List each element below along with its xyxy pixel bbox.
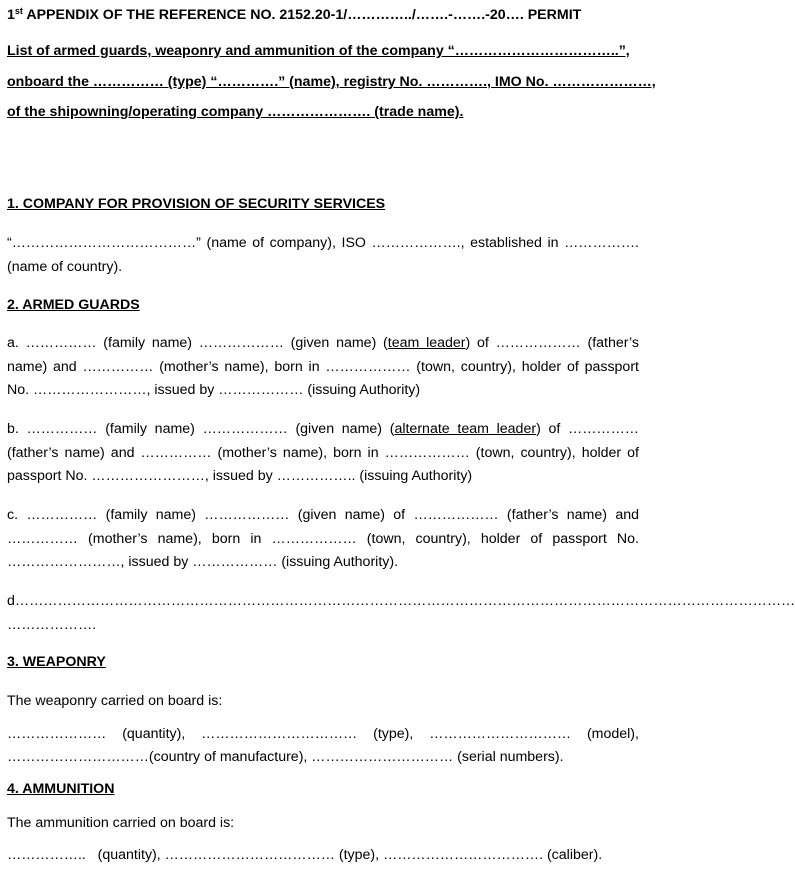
guard-a-text-post: ) of ……………… (father’s name) and …………… (mother’s name), born in ……………… (town, country), holder of passport No. ……………………, issued by ……………… (issuing Authority) [7,335,640,398]
weaponry-quantity-blank: ………………… [7,726,107,742]
section-3-heading: 3. WEAPONRY [7,654,106,670]
weaponry-line-2: …………………………(country of manufacture), ………………………… (serial numbers). [7,749,564,765]
section-2-heading: 2. ARMED GUARDS [7,297,140,313]
weaponry-line-1 [7,723,639,746]
title-ordinal-suffix: st [14,6,23,16]
guard-b-role: alternate team leader [394,421,537,437]
title-text: APPENDIX OF THE REFERENCE NO. 2152.20-1/…………../…….-…….-20…. PERMIT [22,7,582,23]
section-1-heading: 1. COMPANY FOR PROVISION OF SECURITY SERVICES [7,196,386,212]
weaponry-model-label: (model), [586,726,639,742]
guard-d-line-2: ………………. [7,617,97,633]
guard-b-text-pre: b. …………… (family name) ……………… (given name) ( [7,421,395,437]
weaponry-type-blank: …………………………… [201,726,358,742]
guard-b-text-post: ) of …………… (father’s name) and …………… (mother’s name), born in ……………… (town, country), holder of passport No. ……………………, issued by …………….. (issuing Authority) [7,421,639,484]
guard-d-line-1: d………………………………………………………………………………………………………………………………………………… [7,593,795,609]
guard-a-role: team leader [387,335,466,351]
subtitle-line-1: List of armed guards, weaponry and ammunition of the company “……………………………..”, [7,43,630,59]
section-1-company-text: “…………………………………” (name of company), ISO ………………., established in ……………. (name of country). [7,235,639,275]
ammunition-line: …………….. (quantity), ……………………………… (type), ……………………………. (caliber). [7,847,603,863]
subtitle-line-2: onboard the …………… (type) “………….” (name), registry No. …………., IMO No. …………………, [7,74,656,90]
title-ordinal: 1 [7,7,15,23]
guard-b-paragraph [7,418,639,489]
section-4-heading: 4. AMMUNITION [7,781,115,797]
document-title [7,4,639,28]
subtitle-line-3: of the shipowning/operating company …………………. (trade name). [7,104,464,120]
guard-a-text-pre: a. …………… (family name) ……………… (given name) ( [7,335,388,351]
guard-a-paragraph [7,332,639,403]
weaponry-intro: The weaponry carried on board is: [7,693,223,709]
weaponry-model-blank: ………………………… [429,726,572,742]
guard-c-paragraph: c. …………… (family name) ……………… (given name) of ……………… (father’s name) and …………… (mother’s name), born in ……………… (town, country), holder of passport No. ……………………, issued by ……………… (issuing Authority). [7,507,639,570]
weaponry-type-label: (type), [373,726,414,742]
weaponry-quantity-label: (quantity), [122,726,186,742]
ammunition-intro: The ammunition carried on board is: [7,815,235,831]
